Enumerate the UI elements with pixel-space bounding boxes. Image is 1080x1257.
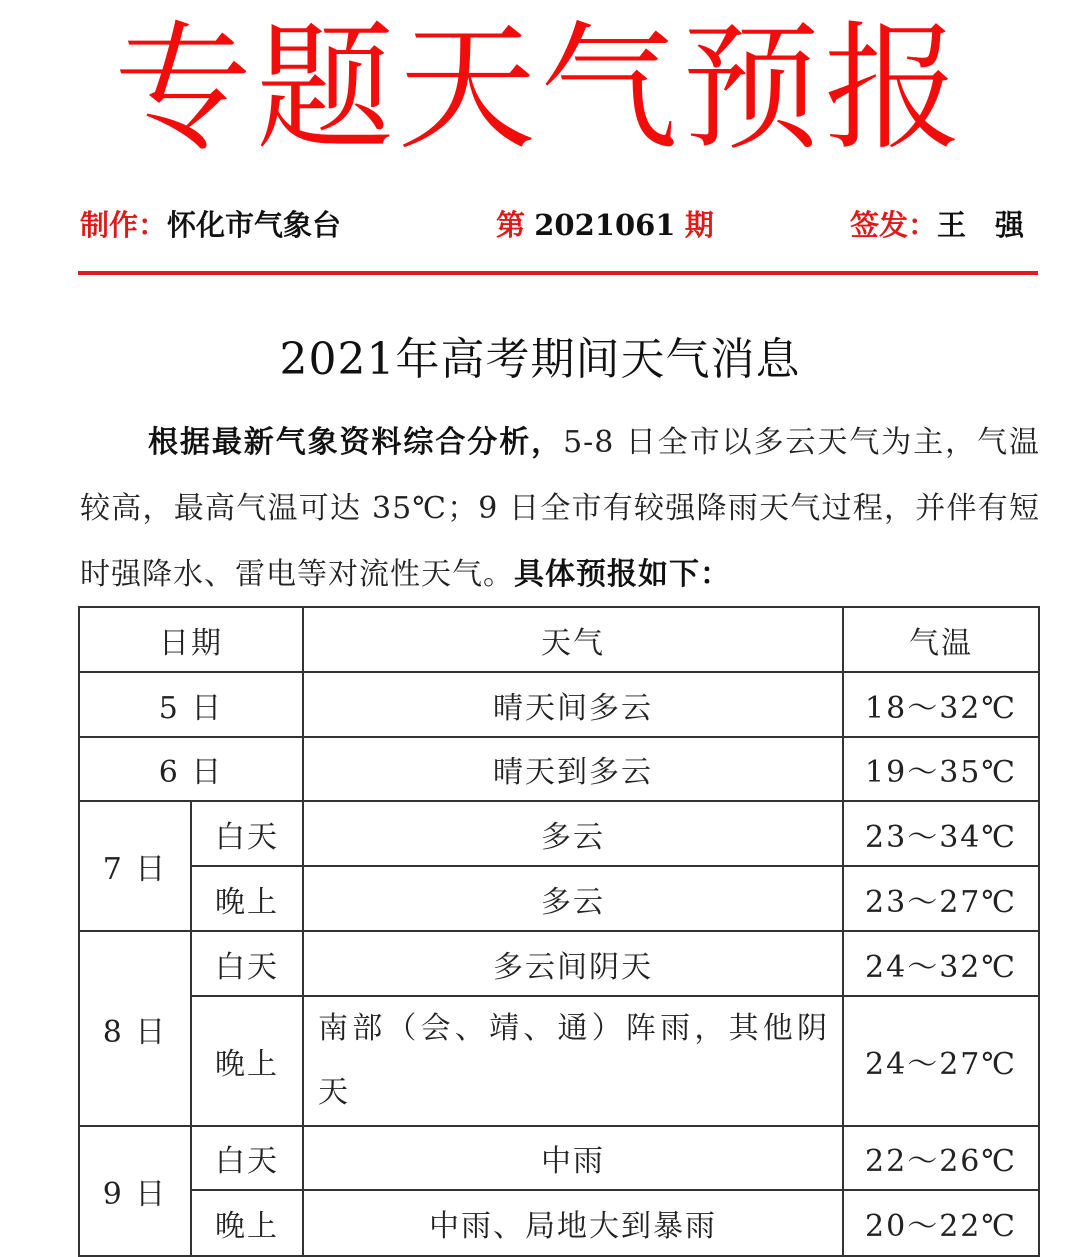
date-cell: 7 日 [79,801,191,931]
date-cell: 5 日 [79,672,303,737]
temp-cell: 19～35℃ [843,737,1039,801]
date-cell: 8 日 [79,931,191,1126]
signer-label: 签发： [850,208,938,242]
maker-name: 怀化市气象台 [167,208,342,242]
issue-meta-row [0,200,1080,250]
temp-cell: 23～34℃ [843,801,1039,866]
signer-name: 王 强 [937,208,1025,242]
weather-cell: 多云 [303,866,843,931]
temp-cell: 18～32℃ [843,672,1039,737]
issue-suffix: 期 [684,208,714,242]
issue-number: 2021061 [534,208,676,242]
temp-cell: 24～27℃ [843,996,1039,1126]
temp-cell: 20～22℃ [843,1190,1039,1256]
weather-cell: 中雨、局地大到暴雨 [303,1190,843,1256]
header-date: 日期 [79,607,303,672]
table-row [79,866,1039,931]
weather-cell: 晴天间多云 [303,672,843,737]
weather-cell: 南部（会、靖、通）阵雨，其他阴天 [303,996,843,1126]
table-header-row [79,607,1039,672]
table-row [79,801,1039,866]
header-rule [78,271,1038,275]
weather-cell: 晴天到多云 [303,737,843,801]
table-row [79,672,1039,737]
period-cell: 白天 [191,931,303,996]
period-cell: 晚上 [191,1190,303,1256]
weather-cell: 多云 [303,801,843,866]
period-cell: 晚上 [191,996,303,1126]
intro-body: 5-8 日全市以多云天气为主，气温较高，最高气温可达 35℃；9 日全市有较强降雨天气过程，并伴有短时强降水、雷电等对流性天气。 [80,425,1040,592]
weather-cell: 中雨 [303,1126,843,1190]
period-cell: 白天 [191,1126,303,1190]
masthead-title: 专题天气预报 [113,8,966,169]
maker-info [80,200,341,250]
table-row [79,1126,1039,1190]
issue-info [496,200,714,250]
maker-label: 制作： [80,208,168,242]
temp-cell: 24～32℃ [843,931,1039,996]
intro-paragraph [80,410,1040,608]
table-row [79,996,1039,1126]
issue-prefix: 第 [496,208,526,242]
table-row [79,1190,1039,1256]
date-cell: 9 日 [79,1126,191,1256]
weather-cell: 多云间阴天 [303,931,843,996]
period-cell: 白天 [191,801,303,866]
intro-tail: 具体预报如下： [514,557,731,592]
temp-cell: 23～27℃ [843,866,1039,931]
document-title: 2021年高考期间天气消息 [279,334,801,385]
forecast-table [78,606,1040,1257]
temp-cell: 22～26℃ [843,1126,1039,1190]
intro-lead: 根据最新气象资料综合分析， [148,425,564,460]
table-row [79,931,1039,996]
signer-info [850,200,1024,250]
header-temp: 气温 [843,607,1039,672]
table-row [79,737,1039,801]
date-cell: 6 日 [79,737,303,801]
period-cell: 晚上 [191,866,303,931]
header-weather: 天气 [303,607,843,672]
